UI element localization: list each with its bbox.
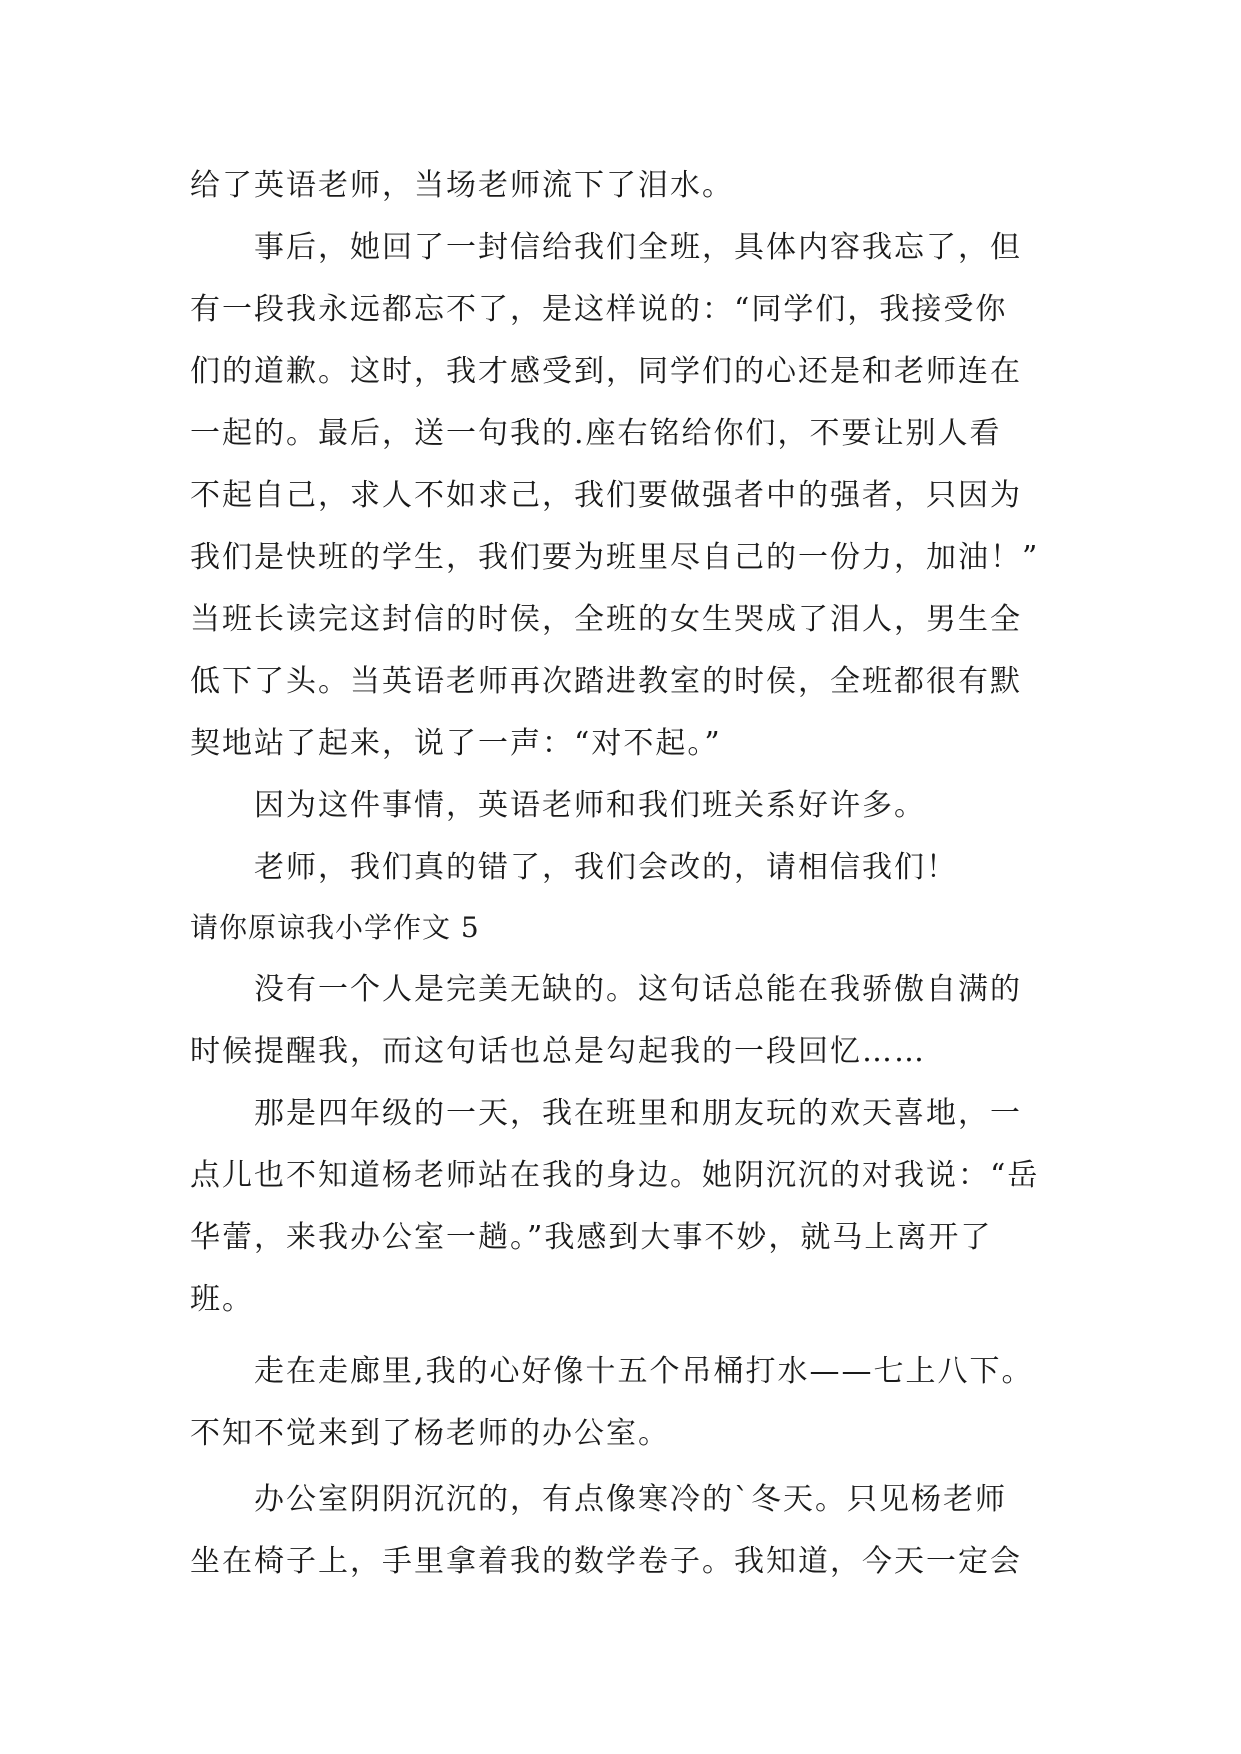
essay-title: 请你原谅我小学作文 5 (190, 911, 480, 944)
text-line: 一起的。最后，送一句我的.座右铭给你们，不要让别人看 (190, 416, 1002, 451)
text-line: 低下了头。当英语老师再次踏进教室的时侯，全班都很有默 (190, 664, 1022, 699)
text-line: 办公室阴阴沉沉的，有点像寒冷的`冬天。只见杨老师 (254, 1482, 1007, 1517)
text-line: 坐在椅子上，手里拿着我的数学卷子。我知道，今天一定会 (190, 1544, 1022, 1579)
text-line: 华蕾，来我办公室一趟。”我感到大事不妙，就马上离开了 (190, 1220, 993, 1255)
text-line: 点儿也不知道杨老师站在我的身边。她阴沉沉的对我说：“岳 (190, 1158, 1040, 1193)
text-line: 契地站了起来，说了一声：“对不起。” (190, 726, 722, 761)
essay-continuation (190, 155, 1070, 899)
text-line: 们的道歉。这时，我才感受到，同学们的心还是和老师连在 (190, 354, 1022, 389)
text-line: 事后，她回了一封信给我们全班，具体内容我忘了，但 (254, 230, 1022, 265)
text-line: 那是四年级的一天，我在班里和朋友玩的欢天喜地，一 (254, 1096, 1022, 1131)
text-line: 没有一个人是完美无缺的。这句话总能在我骄傲自满的 (254, 972, 1022, 1007)
text-line: 班。 (190, 1282, 254, 1317)
text-line: 当班长读完这封信的时侯，全班的女生哭成了泪人，男生全 (190, 602, 1022, 637)
text-line: 不知不觉来到了杨老师的办公室。 (190, 1416, 670, 1451)
text-line: 老师，我们真的错了，我们会改的，请相信我们！ (254, 850, 958, 885)
text-line: 给了英语老师，当场老师流下了泪水。 (190, 168, 734, 203)
text-line: 我们是快班的学生，我们要为班里尽自己的一份力，加油！” (190, 540, 1040, 575)
text-line: 有一段我永远都忘不了，是这样说的：“同学们，我接受你 (190, 292, 1008, 327)
essay-5 (190, 897, 1070, 1593)
text-line: 时候提醒我，而这句话也总是勾起我的一段回忆…… (190, 1034, 926, 1069)
text-line: 因为这件事情，英语老师和我们班关系好许多。 (254, 788, 926, 823)
text-line: 走在走廊里,我的心好像十五个吊桶打水——七上八下。 (254, 1354, 1034, 1389)
text-line: 不起自己，求人不如求己，我们要做强者中的强者，只因为 (190, 478, 1022, 513)
